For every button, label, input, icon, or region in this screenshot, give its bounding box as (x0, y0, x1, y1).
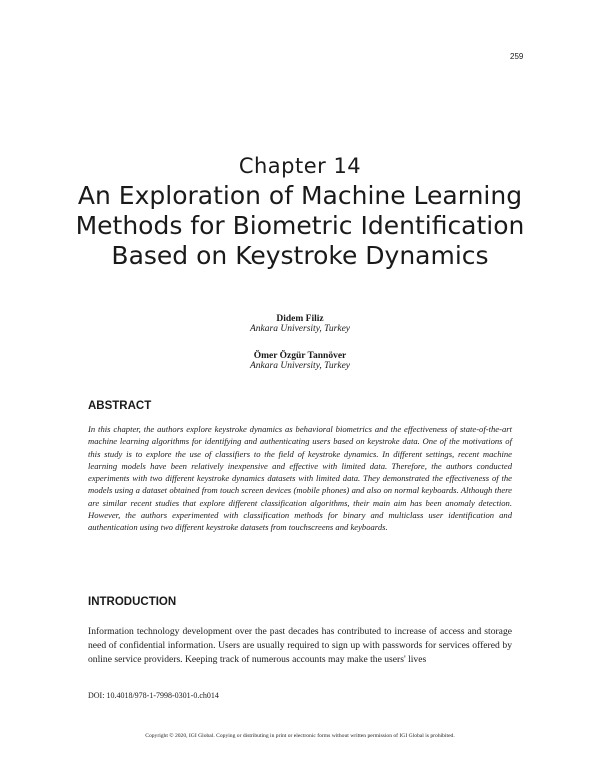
chapter-label: Chapter 14 (238, 154, 362, 178)
introduction-heading: INTRODUCTION (88, 596, 177, 608)
author-block-1 (0, 314, 600, 334)
page-number: 259 (510, 52, 524, 61)
author-name: Ömer Özgür Tannöver (253, 351, 347, 361)
author-affiliation: Ankara University, Turkey (250, 324, 350, 334)
chapter-title: An Exploration of Machine Learning Methods for Biometric Identification Based on Keystroke Dynamics (75, 181, 525, 270)
copyright-notice: Copyright © 2020, IGI Global. Copying or distributing in print or electronic forms without written permission of IGI Global is prohibited. (145, 733, 455, 739)
author-affiliation: Ankara University, Turkey (250, 361, 350, 371)
doi: DOI: 10.4018/978-1-7998-0301-0.ch014 (88, 691, 219, 700)
introduction-text: Information technology development over the past decades has contributed to increase of access and storage need of confidential information. Users are usually required to sign up with passwords for services offered by online service providers. Keeping track of numerous accounts may make the users' lives (88, 626, 512, 665)
abstract-text: In this chapter, the authors explore keystroke dynamics as behavioral biometrics and the effectiveness of state-of-the-art machine learning algorithms for identifying and authenticating users based on keystroke data. One of the motivations of this study is to explore the use of classifiers to the field of keystroke dynamics. In different settings, recent machine learning models have been relatively inexpensive and effective with limited data. Therefore, the authors conducted experiments with two different keystroke dynamics datasets with limited data. They demonstrated the effectiveness of the models using a dataset obtained from touch screen devices (mobile phones) and also on normal keyboards. Although there are similar recent studies that explore different classification algorithms, their main aim has been anomaly detection. However, the authors experimented with classification methods for binary and multiclass user identification and authentication using two different keystroke datasets from touchscreens and keyboards. (88, 424, 512, 533)
author-block-2 (0, 351, 600, 371)
author-name: Didem Filiz (276, 314, 324, 324)
abstract-heading: ABSTRACT (88, 400, 152, 412)
